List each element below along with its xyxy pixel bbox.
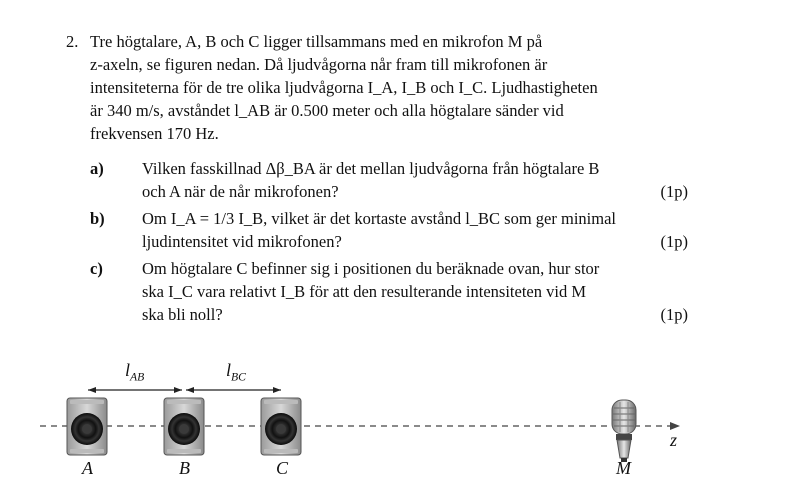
label-speaker-c: C: [276, 458, 289, 478]
intro-line-3: intensiteterna för de tre olika ljudvågorna I_A, I_B och I_C. Ljudhastigheten: [90, 78, 598, 97]
part-b-line-1: Om I_A = 1/3 I_B, vilket är det kortaste avstånd l_BC som ger minimal: [142, 209, 616, 228]
intro-line-5: frekvensen 170 Hz.: [90, 124, 219, 143]
part-b-label: b): [90, 209, 105, 228]
part-c-line-3: ska bli noll?: [142, 305, 223, 324]
speaker-b-icon: [164, 398, 204, 455]
figure-drawing: [0, 350, 800, 500]
intro-line-4: är 340 m/s, avståndet l_AB är 0.500 meter och alla högtalare sänder vid: [90, 101, 564, 120]
speaker-figure: [0, 350, 800, 500]
microphone-icon: [612, 400, 636, 462]
part-c-line-1: Om högtalare C befinner sig i positionen du beräknade ovan, hur stor: [142, 259, 600, 278]
label-l-ab: $l_{AB}$: [125, 360, 145, 384]
part-b-line-2: ljudintensitet vid mikrofonen?: [142, 232, 342, 251]
z-axis-arrowhead: [670, 422, 680, 430]
part-b: [90, 207, 688, 253]
label-mic-m: M: [616, 458, 631, 478]
part-b-points: (1p): [660, 232, 688, 251]
problem-2: [66, 30, 688, 330]
subquestions: [66, 157, 688, 326]
part-c: [90, 257, 688, 326]
label-speaker-b: B: [179, 458, 190, 478]
part-a: [90, 157, 688, 203]
label-l-bc: $l_{BC}$: [226, 360, 246, 384]
speaker-c-icon: [261, 398, 301, 455]
speaker-a-icon: [67, 398, 107, 455]
part-a-line-1: Vilken fasskillnad Δβ_BA är det mellan ljudvågorna från högtalare B: [142, 159, 600, 178]
problem-intro: [66, 30, 688, 145]
part-a-label: a): [90, 159, 104, 178]
part-c-label: c): [90, 259, 103, 278]
intro-line-1: Tre högtalare, A, B och C ligger tillsammans med en mikrofon M på: [90, 32, 543, 51]
intro-line-2: z-axeln, se figuren nedan. Då ljudvågorna når fram till mikrofonen är: [90, 55, 548, 74]
problem-number: 2.: [66, 32, 79, 51]
part-a-points: (1p): [660, 182, 688, 201]
part-a-line-2: och A när de når mikrofonen?: [142, 182, 339, 201]
label-speaker-a: A: [82, 458, 93, 478]
part-c-line-2: ska I_C vara relativt I_B för att den resulterande intensiteten vid M: [142, 282, 586, 301]
label-z-axis: z: [670, 430, 678, 450]
part-c-points: (1p): [660, 305, 688, 324]
